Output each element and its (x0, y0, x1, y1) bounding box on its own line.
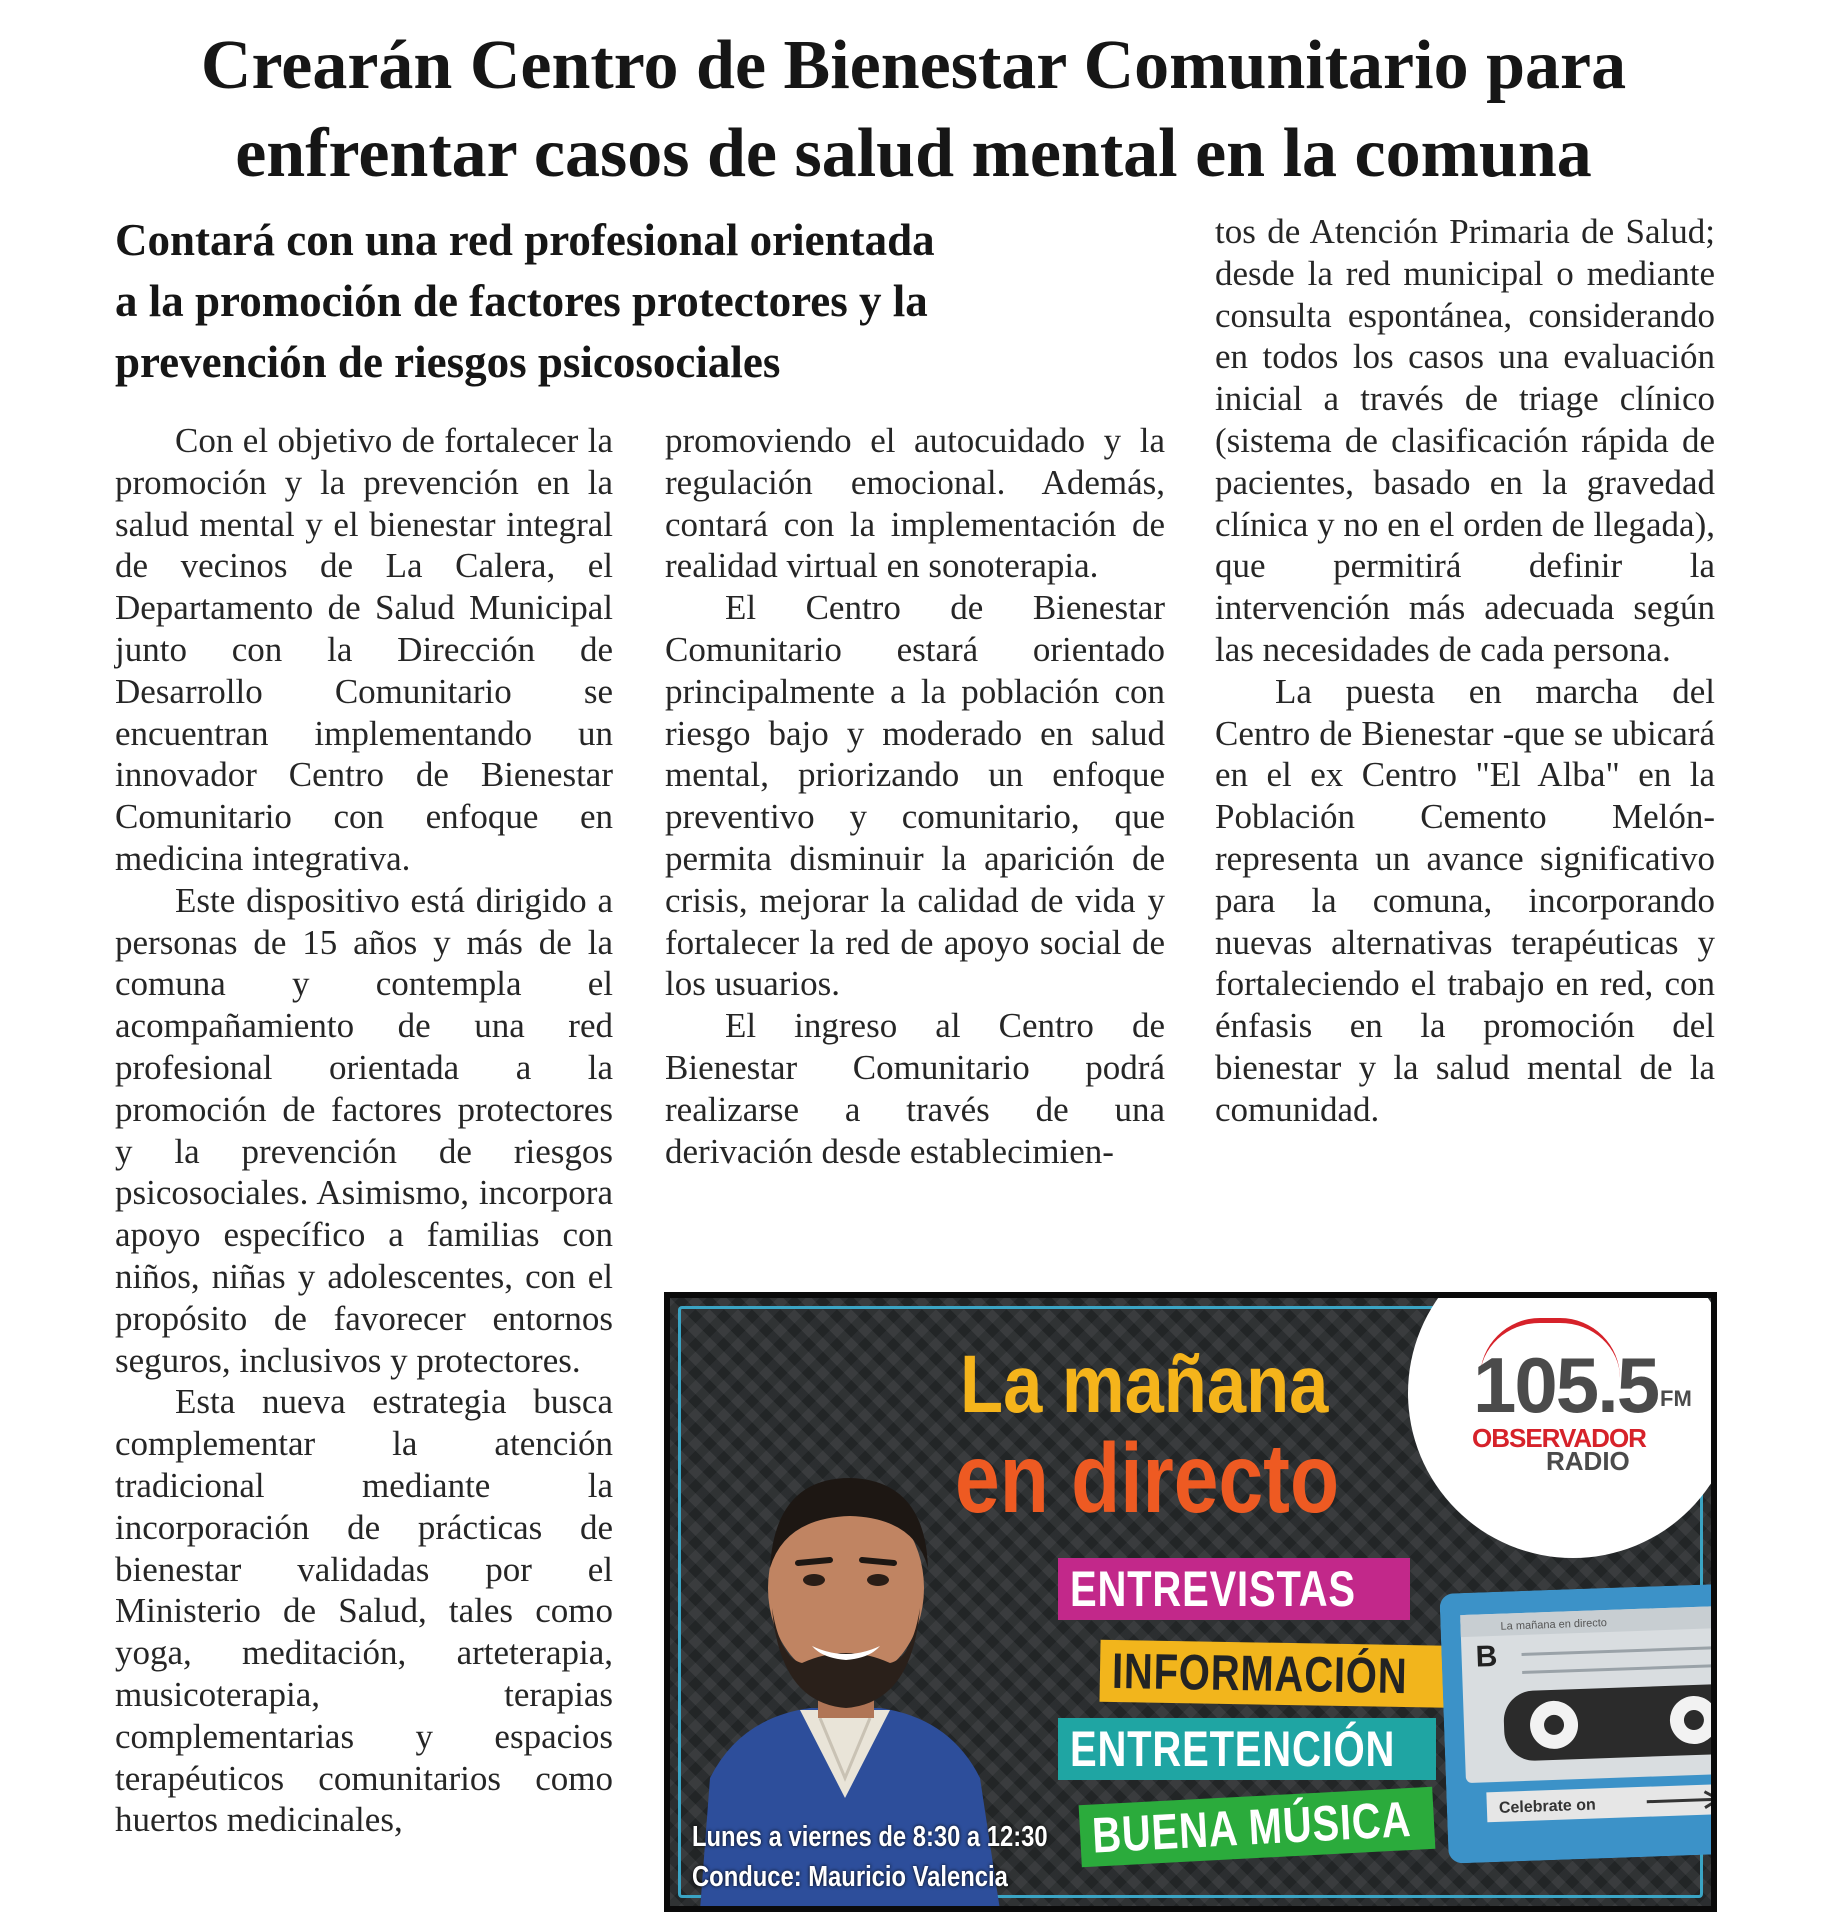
paragraph: Con el objetivo de fortalecer la promoción y la prevención en la salud mental y el bienestar integral de vecinos de La Calera, el Departamento de Salud Municipal junto con la Dirección de Desarrollo Comunitario se encuentran implementando un innovador Centro de Bienestar Comunitario con enfoque en medicina integrativa. (115, 421, 613, 878)
paragraph: Este dispositivo está dirigido a personas de 15 años y más de la comuna y contempla el acompañamiento de una red profesional orientada a la promoción de factores protectores y la prevención de riesgos psicosociales. Asimismo, incorpora apoyo específico a familias con niños, niñas y adolescentes, con el propósito de favorecer entornos seguros, inclusivos y protectores. (115, 880, 613, 1380)
logo-radio: RADIO (1546, 1446, 1630, 1476)
article-column-1 (115, 420, 613, 1841)
tag-entretencion: ENTRETENCIÓN (1058, 1718, 1436, 1780)
paragraph: Esta nueva estrategia busca complementar la atención tradicional mediante la incorporación de prácticas de bienestar validadas por el Ministerio de Salud, tales como yoga, meditación, arteterapia, musicoterapia, terapias complementarias y espacios terapéuticos comunitarios como huertos medicinales, (115, 1382, 613, 1840)
headline-line-2: enfrentar casos de salud mental en la comuna (235, 115, 1592, 192)
headline-line-1: Crearán Centro de Bienestar Comunitario para (200, 27, 1627, 104)
cassette-side: B (1475, 1639, 1498, 1674)
paragraph: La puesta en marcha del Centro de Bienestar -que se ubicará en el ex Centro "El Alba" en la Población Cemento Melón- representa un avance significativo para la comuna, incorporando nuevas alternativas terapéuticas y fortaleciendo el trabajo en red, con énfasis en la promoción del bienestar y la salud mental de la comunidad. (1215, 671, 1715, 1129)
subheading (115, 210, 1155, 393)
subheading-line-1: Contará con una red profesional orientada (115, 215, 935, 265)
tag-entrevistas: ENTREVISTAS (1058, 1558, 1410, 1620)
paragraph: El ingreso al Centro de Bienestar Comunitario podrá realizarse a través de una derivación desde establecimien- (665, 1006, 1165, 1171)
cassette-tape-icon (1439, 1582, 1717, 1863)
paragraph: tos de Atención Primaria de Salud; desde la red municipal o mediante consulta espontánea, considerando en todos los casos una evaluación inicial a través de triage clínico (sistema de clasificación rápida de pacientes, basado en la gravedad clínica y no en el orden de llegada), que permitirá definir la intervención más adecuada según las necesidades de cada persona. (1215, 212, 1715, 669)
show-title-line-1: La mañana (960, 1339, 1329, 1430)
cassette-label: La mañana en directo (1500, 1617, 1608, 1633)
tag-informacion: INFORMACIÓN (1099, 1640, 1476, 1709)
show-schedule (692, 1817, 1048, 1897)
cassette-text: Celebrate on (1498, 1796, 1597, 1817)
article-column-2 (665, 420, 1165, 1172)
paragraph: El Centro de Bienestar Comunitario estará orientado principalmente a la población con riesgo bajo y moderado en salud mental, priorizando un enfoque preventivo y comunitario, que permita disminuir la aparición de crisis, mejorar la calidad de vida y fortalecer la red de apoyo social de los usuarios. (665, 588, 1165, 1004)
logo-fm: FM (1660, 1386, 1692, 1411)
subheading-line-2: a la promoción de factores protectores y la (115, 276, 928, 326)
logo-station-name: OBSERVADOR (1472, 1423, 1646, 1453)
article-column-3 (1215, 211, 1715, 1131)
logo-frequency: 105.5 (1473, 1341, 1659, 1429)
radio-advertisement (664, 1292, 1717, 1912)
show-title-line-2: en directo (955, 1423, 1340, 1533)
schedule-host: Conduce: Mauricio Valencia (692, 1861, 1008, 1893)
schedule-time: Lunes a viernes de 8:30 a 12:30 (692, 1821, 1048, 1853)
tag-buena-musica: BUENA MÚSICA (1079, 1787, 1436, 1867)
paragraph: promoviendo el autocuidado y la regulación emocional. Además, contará con la implementación de realidad virtual en sonoterapia. (665, 421, 1165, 586)
subheading-line-3: prevención de riesgos psicosociales (115, 337, 781, 387)
headline (60, 22, 1767, 198)
